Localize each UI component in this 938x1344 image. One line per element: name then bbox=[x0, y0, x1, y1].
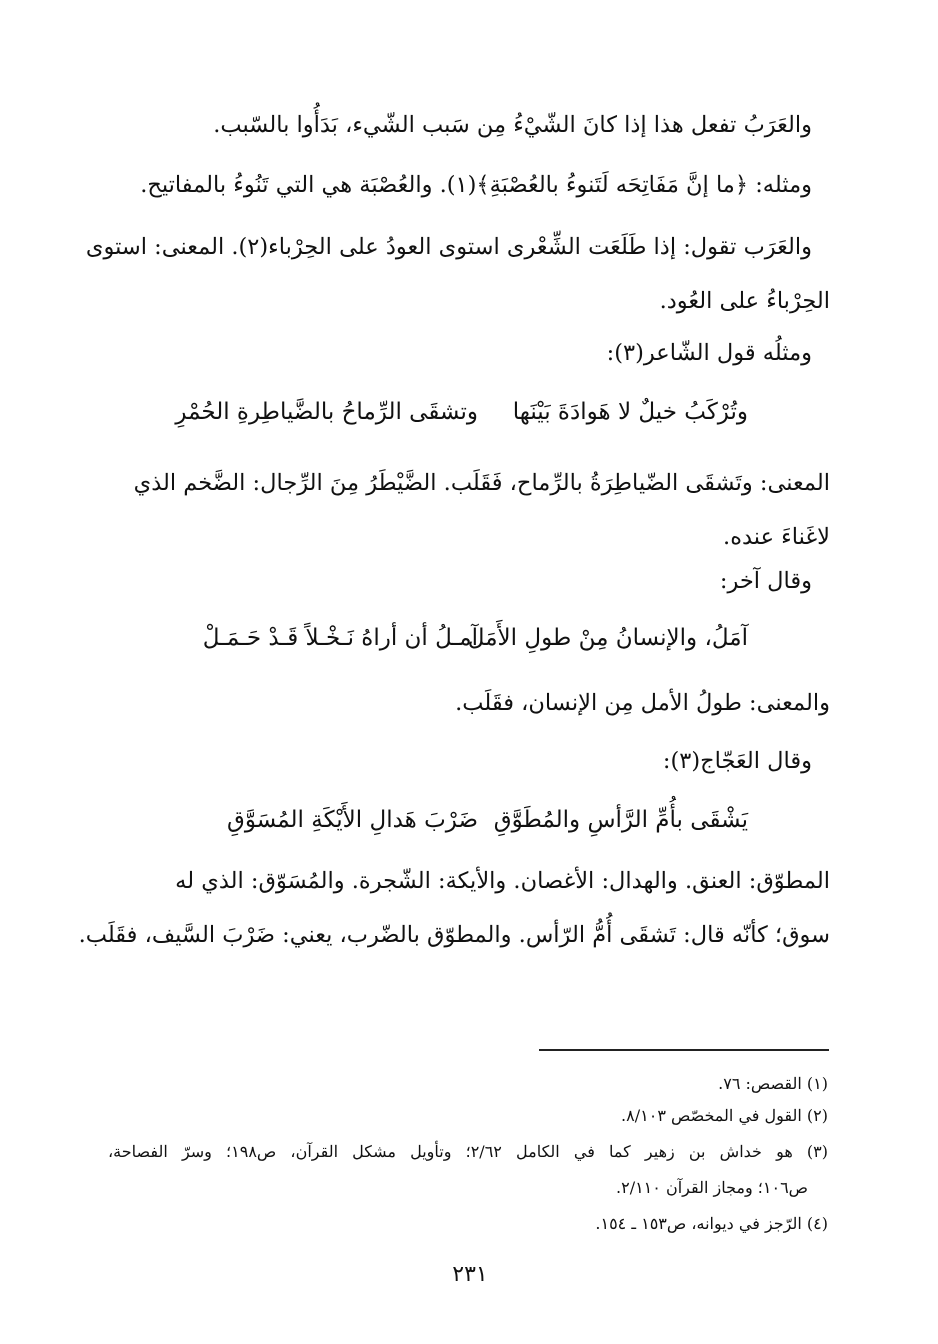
text-line: والعَرَب تقول: إذا طَلَعَت الشِّعْرى استوى العودُ على الحِرْباء(٢). المعنى: استوى bbox=[85, 234, 812, 260]
paragraph-1 bbox=[100, 98, 830, 152]
verse-hemistich-second: وتشقَى الرِّماحُ بالضَّياطِرةِ الحُمْرِ bbox=[175, 399, 478, 425]
footnote-3-continuation: ص١٠٦؛ ومجاز القرآن ٢/١١٠. bbox=[616, 1178, 808, 1197]
paragraph-3 bbox=[85, 220, 830, 328]
text-line: ومثلُه قول الشّاعر(٣): bbox=[606, 340, 812, 366]
text-line: سوق؛ كأنّه قال: تَشقَى أُمُّ الرّأس. والمطوّق بالضّرب، يعني: ضَرْبَ السَّيف، فقَلَب. bbox=[78, 922, 830, 948]
paragraph-5 bbox=[100, 456, 830, 564]
paragraph-6 bbox=[100, 554, 830, 608]
footnote-3: (٣) هو خداش بن زهير كما في الكامل ٢/٦٢؛ وتأويل مشكل القرآن، ص١٩٨؛ وسرّ الفصاحة، bbox=[108, 1142, 829, 1161]
footnote-2: (٢) القول في المخصّص ٨/١٠٣. bbox=[621, 1106, 828, 1125]
verse-hemistich-first: وتُرْكَبُ خيلٌ لا هَوادَةَ بَيْنَها bbox=[512, 399, 748, 425]
paragraph-9 bbox=[78, 854, 830, 962]
paragraph-2 bbox=[100, 158, 830, 212]
footnote-1: (١) القصص: ٧٦. bbox=[718, 1074, 828, 1093]
text-line: والمعنى: طولُ الأمل مِن الإنسان، فقَلَب. bbox=[455, 690, 830, 716]
verse-hemistich-first: آمَلُ، والإنسانُ مِنْ طولِ الأَمَل bbox=[467, 625, 748, 651]
text-line: وقال العَجّاج(٣): bbox=[662, 748, 812, 774]
paragraph-8 bbox=[100, 734, 830, 788]
verse-hemistich-second: آمـلُ أن أراهُ نَـخْـلاً قَـدْ حَـمَـلْ bbox=[202, 625, 478, 651]
verse-hemistich-second: ضَرْبَ هَدالِ الأَيْكَةِ المُسَوَّقِ bbox=[227, 807, 478, 833]
text-line: المطوّق: العنق. والهدال: الأغصان. والأيكة: الشّجرة. والمُسَوّق: الذي له bbox=[175, 868, 830, 894]
verse-hemistich-first: يَشْقَى بأُمِّ الرَّأسِ والمُطَوَّقِ bbox=[493, 807, 748, 833]
page-number: ٢٣١ bbox=[452, 1262, 488, 1287]
paragraph-7 bbox=[100, 676, 830, 730]
text-line: المعنى: وتَشقَى الضّياطِرَةُ بالرِّماح، فَقَلَب. الضَّيْطَرُ مِنَ الرِّجال: الضَّخم الذي bbox=[133, 470, 830, 496]
text-line: ومثله: ﴿ما إنَّ مَفَاتِحَه لَتَنوءُ بالعُصْبَةِ﴾(١). والعُصْبَة هي التي تَنُوءُ بالمفاتيح. bbox=[140, 172, 812, 198]
footnote-4: (٤) الرّجز في ديوانه، ص١٥٣ ـ ١٥٤. bbox=[595, 1214, 828, 1233]
text-line: والعَرَبُ تفعل هذا إذا كانَ الشّيْءُ مِن سَبب الشّيء، بَدَأُوا بالسّبب. bbox=[213, 112, 812, 138]
text-line: وقال آخر: bbox=[719, 568, 812, 594]
text-line: لاغَناءَ عنده. bbox=[723, 524, 830, 550]
text-line: الحِرْباءُ على العُود. bbox=[659, 288, 830, 314]
footnote-separator bbox=[539, 1049, 829, 1051]
paragraph-4 bbox=[100, 326, 830, 380]
